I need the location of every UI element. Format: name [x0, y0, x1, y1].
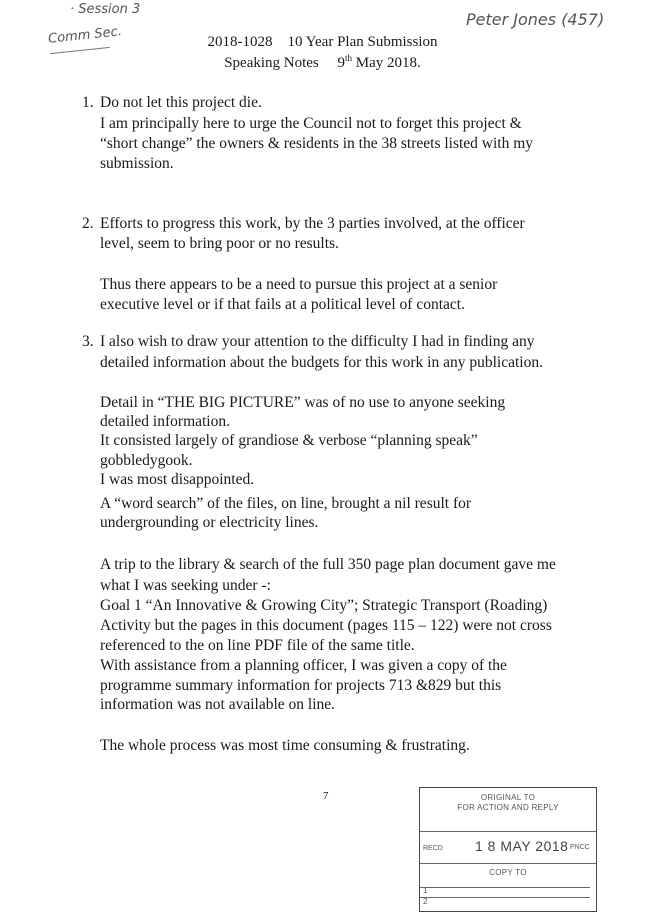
stamp-recd-label: RECD [423, 845, 443, 852]
stamp-pncc-label: PNCC [570, 844, 590, 851]
stamp-copy-line-2: 2 [423, 897, 428, 906]
header-line2-sup: th [345, 53, 353, 63]
header-line2-prefix: Speaking Notes 9 [224, 55, 346, 71]
handwritten-comm-note: Comm Sec. [47, 24, 123, 47]
item-number: 3. [82, 333, 94, 350]
stamp-action-reply: FOR ACTION AND REPLY [457, 803, 559, 812]
header-line2-suffix: May 2018. [352, 55, 421, 71]
item-2-line-3: Thus there appears to be a need to pursue this project at a senior [100, 276, 498, 293]
item-3-line-6: gobbledygook. [100, 452, 193, 469]
item-3-line-3: Detail in “THE BIG PICTURE” was of no use to anyone seeking [100, 394, 506, 411]
item-3-line-16: programme summary information for projects 713 &829 but this [100, 677, 502, 694]
item-3-line-2: detailed information about the budgets for this work in any publication. [100, 354, 543, 371]
item-number: 1. [82, 94, 94, 111]
item-number: 2. [82, 215, 94, 232]
item-3-line-1: I also wish to draw your attention to the difficulty I had in finding any [100, 333, 535, 350]
item-3-line-18: The whole process was most time consuming & frustrating. [100, 737, 470, 754]
item-1-line-4: submission. [100, 155, 174, 172]
item-3-line-8: A “word search” of the files, on line, brought a nil result for [100, 495, 472, 512]
item-3-line-15: With assistance from a planning officer, I was given a copy of the [100, 657, 507, 674]
item-3-line-11: what I was seeking under -: [100, 577, 271, 594]
stamp-date: 1 8 MAY 2018 [475, 838, 569, 854]
page-number: 7 [323, 790, 329, 802]
item-2-line-2: level, seem to bring poor or no results. [100, 235, 339, 252]
stamp-copy-line-1: 1 [423, 886, 428, 895]
item-3-line-5: It consisted largely of grandiose & verbose “planning speak” [100, 432, 478, 449]
item-3-line-9: undergrounding or electricity lines. [100, 514, 319, 531]
item-1-line-2: I am principally here to urge the Council not to forget this project & [100, 115, 522, 132]
item-3-line-14: referenced to the on line PDF file of the same title. [100, 637, 415, 654]
item-3-line-13: Activity but the pages in this document (pages 115 – 122) were not cross [100, 617, 552, 634]
item-1-line-3: “short change” the owners & residents in the 38 streets listed with my [100, 135, 534, 152]
stamp-original-to: ORIGINAL TO [480, 793, 536, 802]
header-subtitle [0, 53, 645, 72]
header-line1: 2018-1028 10 Year Plan Submission [207, 34, 438, 50]
item-3-line-4: detailed information. [100, 413, 230, 430]
item-3-line-12: Goal 1 “An Innovative & Growing City”; Strategic Transport (Roading) [100, 597, 548, 614]
stamp-copy-to: COPY TO [489, 868, 527, 877]
item-3-line-7: I was most disappointed. [100, 471, 255, 488]
received-stamp [419, 787, 597, 912]
handwritten-author-note: Peter Jones (457) [466, 10, 605, 29]
item-3-line-10: A trip to the library & search of the full 350 page plan document gave me [100, 556, 556, 573]
header-title [0, 34, 645, 51]
item-1-line-1: Do not let this project die. [100, 94, 262, 111]
item-3-line-17: information was not available on line. [100, 696, 336, 713]
handwritten-session-note: · Session 3 [70, 2, 141, 17]
item-2-line-4: executive level or if that fails at a political level of contact. [100, 296, 465, 313]
item-2-line-1: Efforts to progress this work, by the 3 parties involved, at the officer [100, 215, 525, 232]
